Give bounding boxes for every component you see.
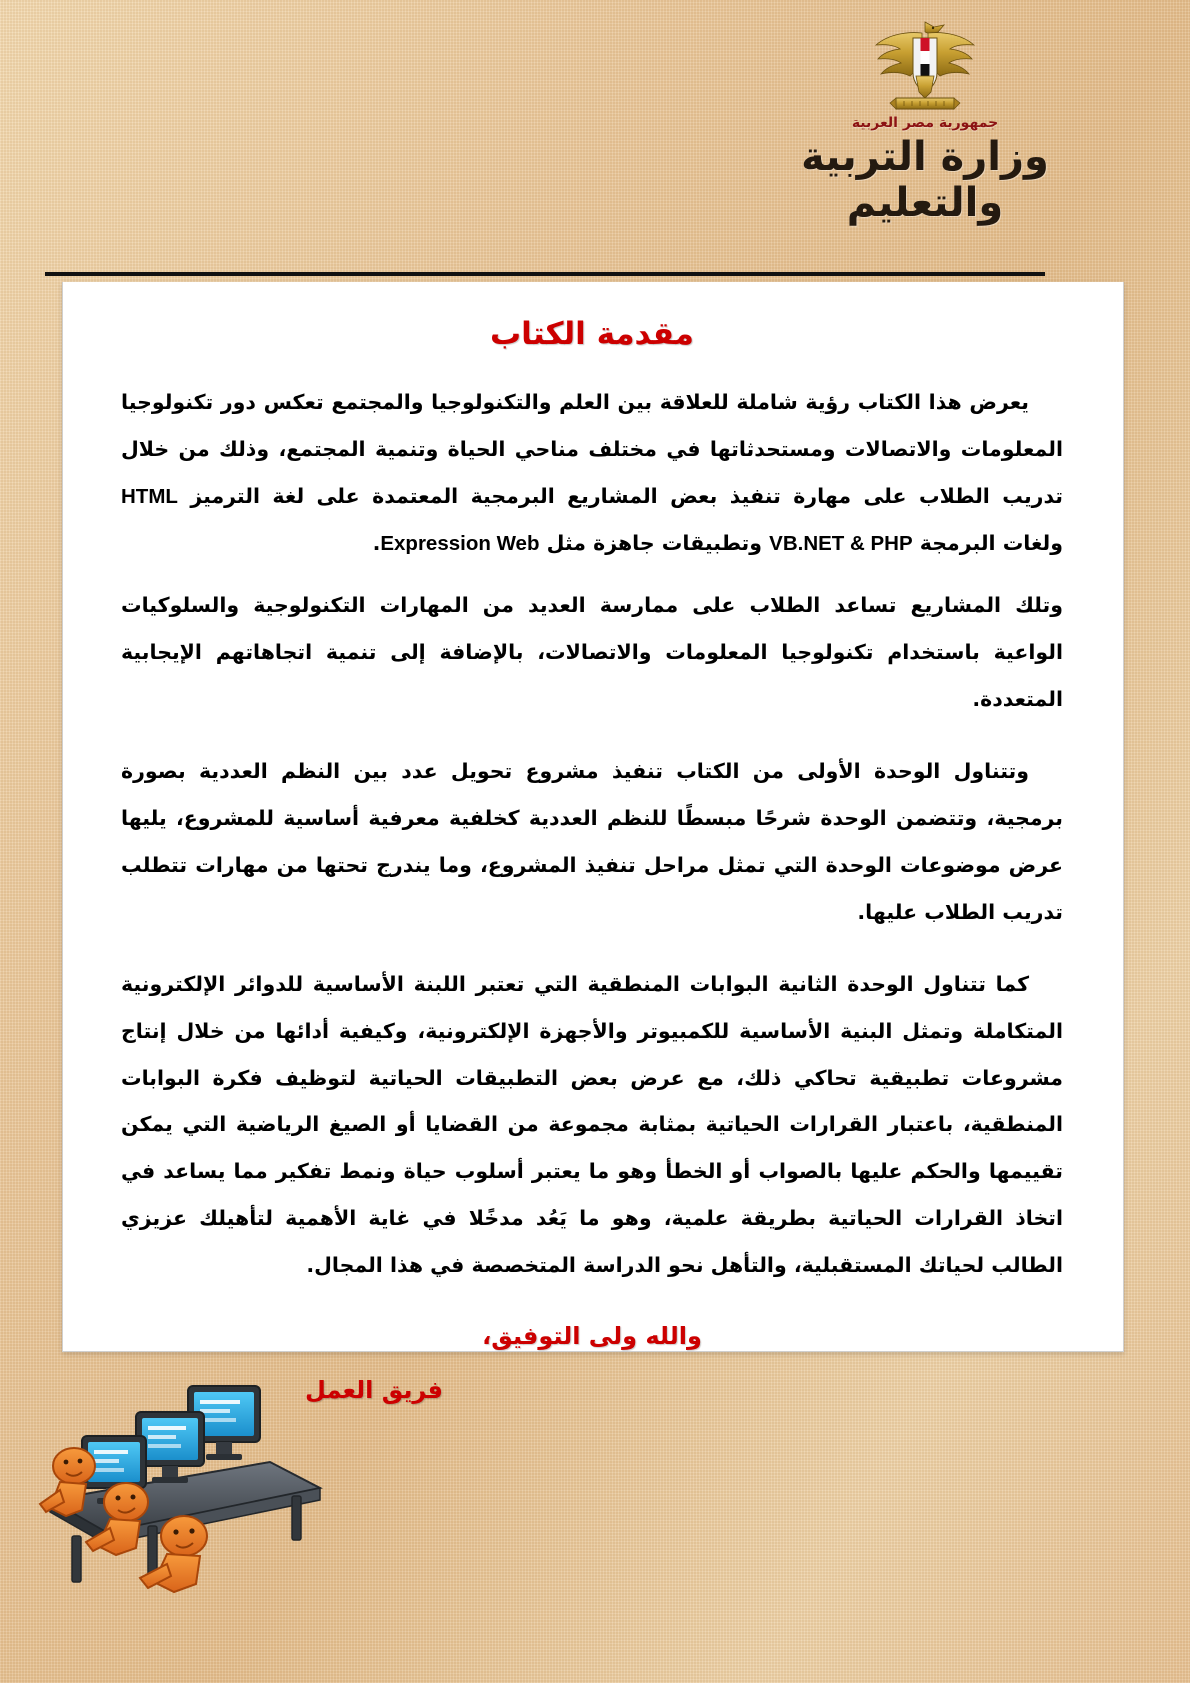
- latin-term: HTML: [121, 484, 178, 508]
- ministry-logo-block: [790, 18, 1060, 226]
- latin-term: Expression Web: [380, 532, 540, 556]
- ministry-name-text: وزارة التربية والتعليم: [801, 134, 1049, 226]
- paragraph-unit-two: كما تتناول الوحدة الثانية البوابات المنطقية التي تعتبر اللبنة الأساسية للدوائر الإلكترونية المتكاملة وتمثل البنية الأساسية للكمبيوتر والأجهزة الإلكترونية، وكيفية أدائها من خلال إنتاج مشروعات تطبيقية تحاكي ذلك، مع عرض بعض التطبيقات الحياتية لتوظيف فكرة البوابات المنطقية، باعتبار القرارات الحياتية بمثابة مجموعة من القضايا أو الصيغ الرياضية التي يمكن تقييمها والحكم عليها بالصواب أو الخطأ وهو ما يعتبر أسلوب حياة ونمط تفكير مما يساعد في اتخاذ القرارات الحياتية بطريقة علمية، وهو ما يَعُد مدخًلا في غاية الأهمية لتأهيلك عزيزي الطالب لحياتك المستقبلية، والتأهل نحو الدراسة المتخصصة في هذا المجال.: [121, 972, 1063, 1277]
- introduction-card: [62, 282, 1124, 1405]
- signature-text: فريق العمل: [305, 1376, 443, 1405]
- students-at-computer-workstations-clipart: [20, 1350, 350, 1595]
- latin-term: VB.NET & PHP: [769, 532, 913, 556]
- paragraph-unit-one: وتتناول الوحدة الأولى من الكتاب تنفيذ مشروع تحويل عدد بين النظم العددية بصورة برمجية، وتتضمن الوحدة شرحًا مبسطًا للنظم العددية كخلفية معرفية أساسية للمشروع، يليها عرض موضوعات الوحدة التي تمثل مراحل تنفيذ المشروع، وما يندرج تحتها من مهارات تتطلب تدريب الطلاب عليها.: [121, 759, 1063, 924]
- page-title: مقدمة الكتاب: [490, 316, 694, 352]
- ministry-header: [0, 0, 1190, 262]
- closing-blessing-text: والله ولى التوفيق،: [482, 1322, 702, 1351]
- eagle-of-saladin-icon: [870, 18, 980, 114]
- paragraph-intro: يعرض هذا الكتاب رؤية شاملة للعلاقة بين العلم والتكنولوجيا والمجتمع تعكس دور تكنولوجيا المعلومات والاتصالات ومستحدثاتها في مختلف مناحي الحياة وتنمية المجتمع، وذلك من خلال تدريب الطلاب على مهارة تنفيذ بعض المشاريع البرمجية المعتمدة على لغة الترميز HTML ولغات البرمجة VB.NET & PHP وتطبيقات جاهزة مثل Expression Web.: [121, 390, 1063, 556]
- country-name-text: جمهورية مصر العربية: [851, 115, 999, 131]
- card-inner: [63, 282, 1123, 1434]
- card-top-rule: [45, 272, 1045, 276]
- paragraph-skills: وتلك المشاريع تساعد الطلاب على ممارسة العديد من المهارات التكنولوجية والسلوكيات الواعية باستخدام تكنولوجيا المعلومات والاتصالات، بالإضافة إلى تنمية اتجاهاتهم الإيجابية المتعددة.: [121, 593, 1063, 711]
